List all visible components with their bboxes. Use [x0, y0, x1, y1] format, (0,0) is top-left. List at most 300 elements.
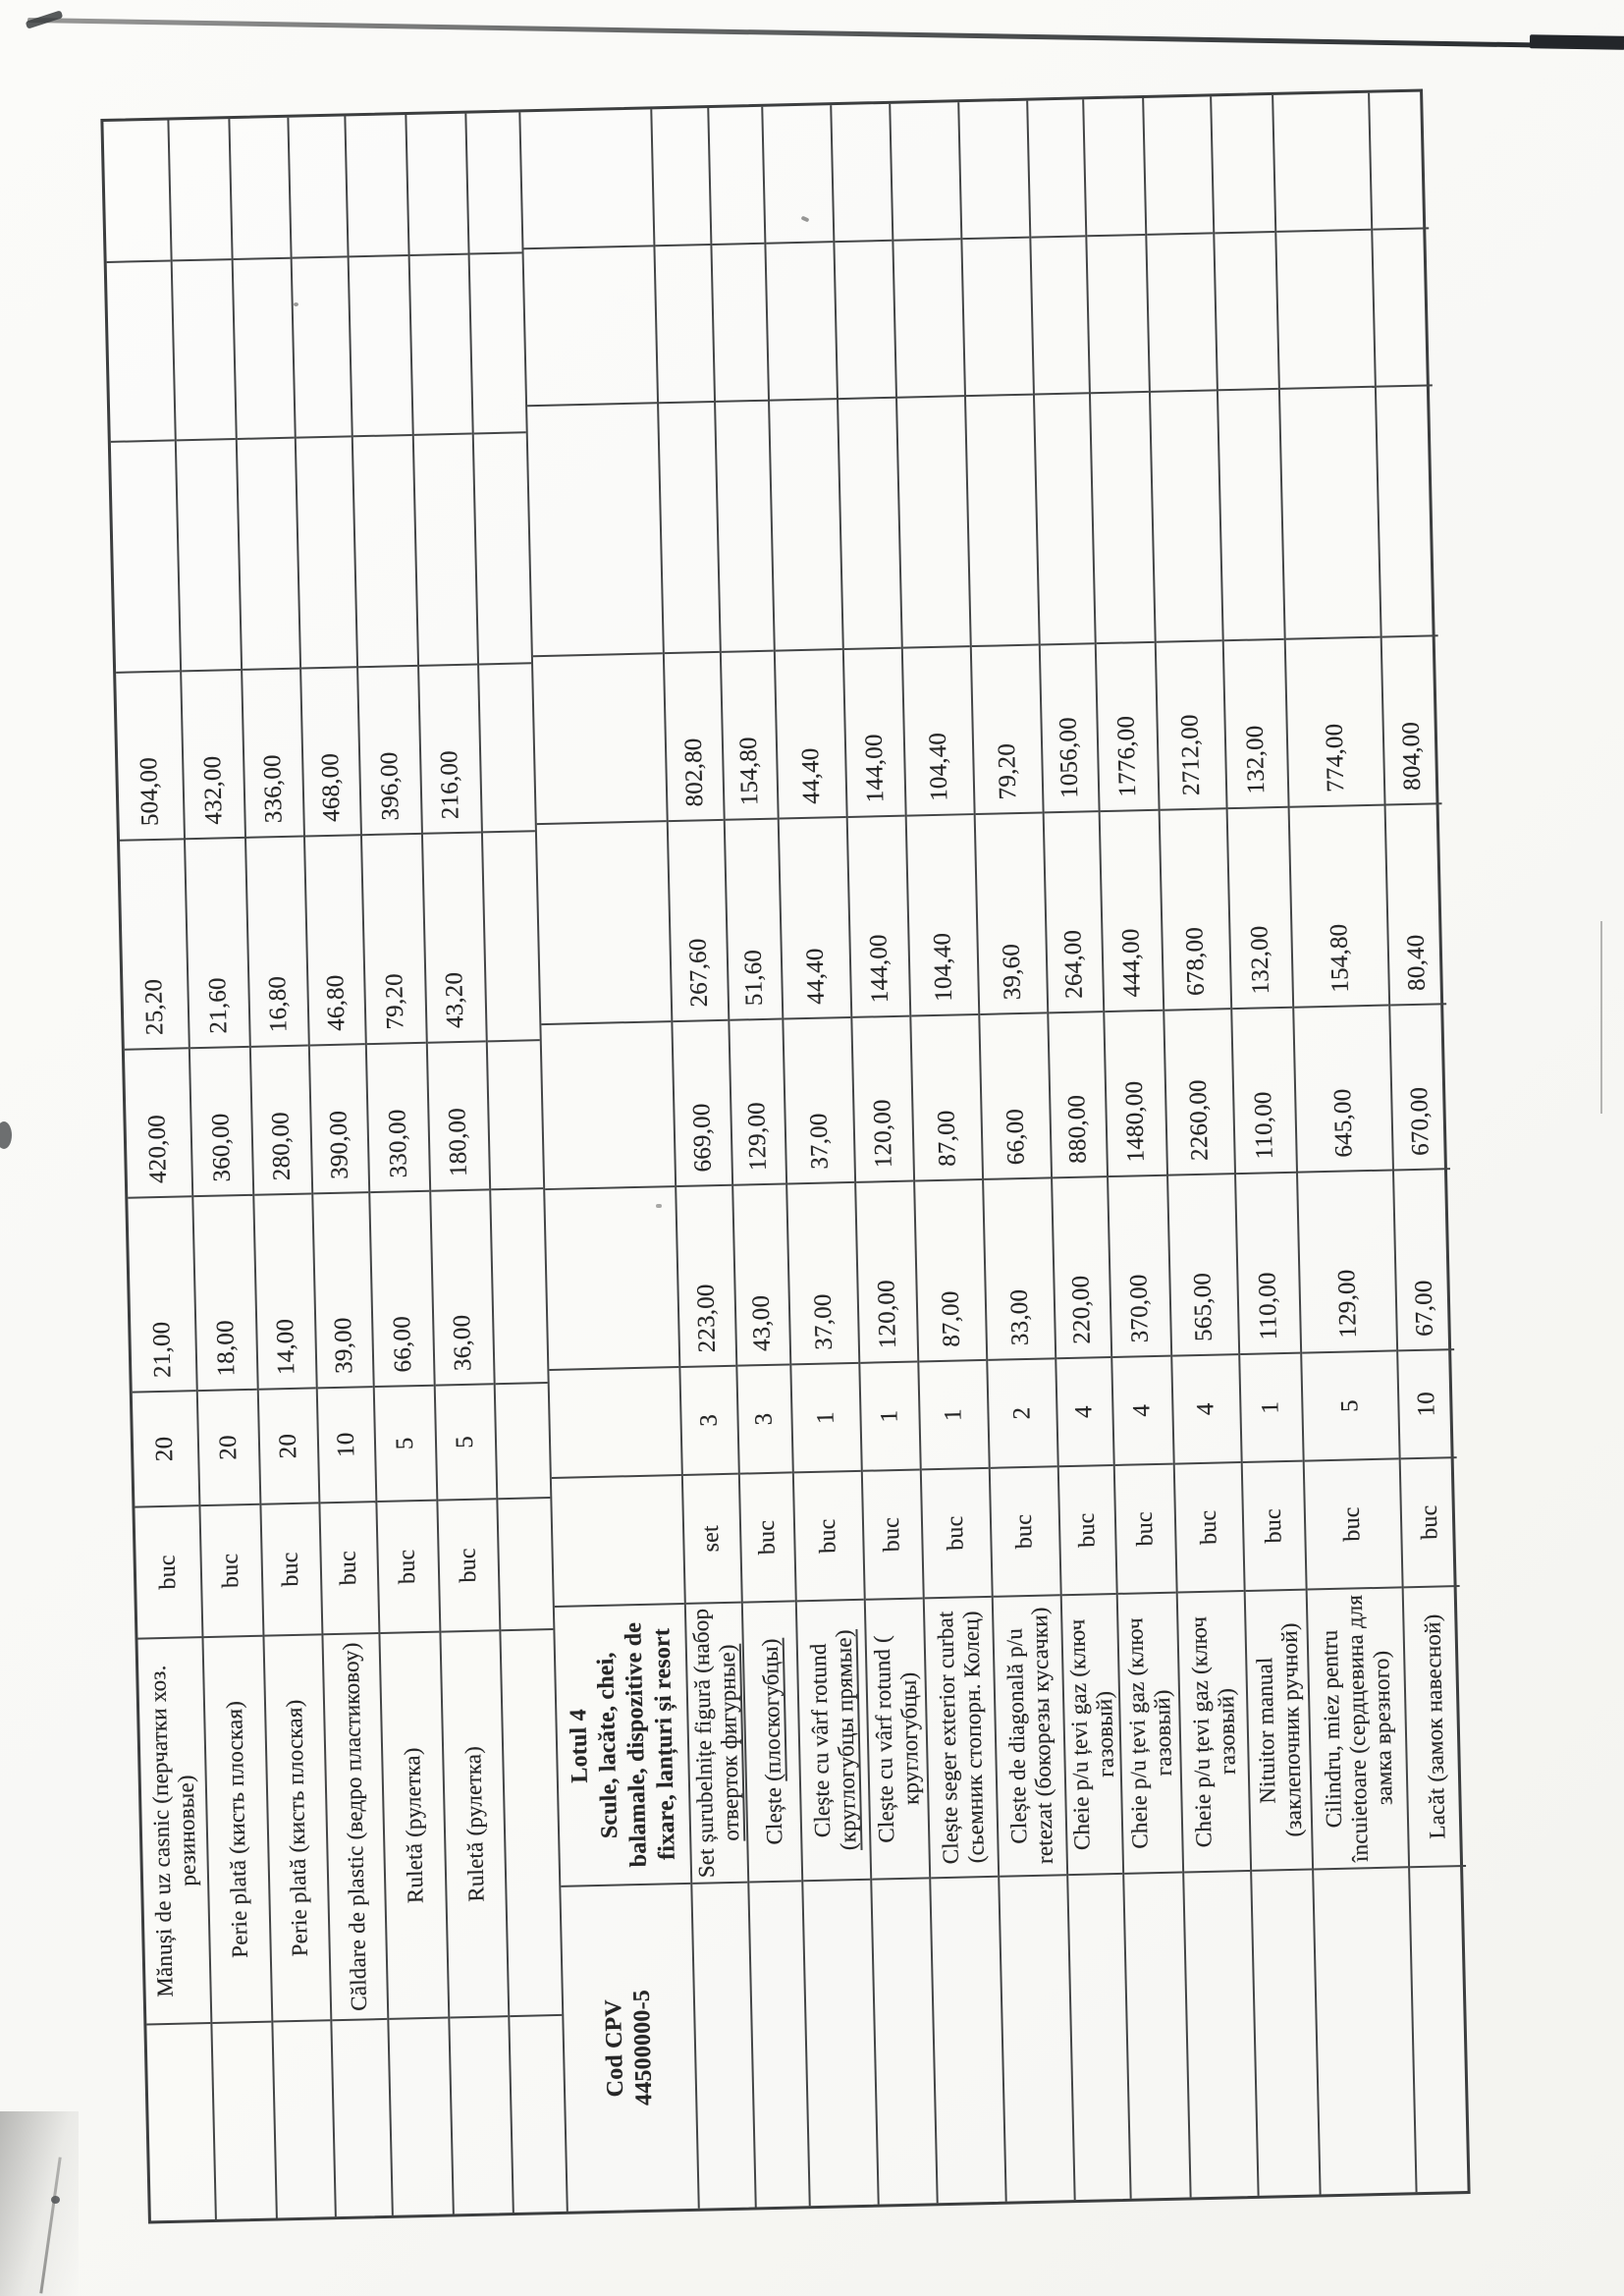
table-row-p1-cell: [984, 1178, 1055, 1360]
item-name: Cheie p/u țevi gaz (ключ газовый): [1063, 1618, 1118, 1851]
item-name: Ruletă (рулетка): [460, 1745, 489, 1903]
quantity: 5: [452, 1435, 479, 1449]
unit-price-vat: 25,20: [140, 978, 169, 1036]
table-row-e1-cell: [652, 102, 710, 246]
unit-of-measure: buc: [335, 1550, 362, 1586]
table-row-e1-cell: [1370, 85, 1429, 230]
quantity: 20: [151, 1436, 179, 1462]
table-row-e2-cell: [410, 255, 472, 436]
table-row-e2-cell: [712, 245, 768, 403]
quantity: 2: [1008, 1406, 1036, 1420]
total-amount: 87,00: [933, 1110, 961, 1168]
empty-row-qty-cell: [496, 1384, 551, 1500]
table-row-e1-cell: [1212, 89, 1274, 234]
table-row-qty-cell: [318, 1388, 376, 1503]
table-row-name-cell: [925, 1598, 998, 1879]
cpv-code: [598, 1886, 662, 2211]
table-row-e1-cell: [709, 101, 764, 246]
table-row-unit-cell: [1115, 1465, 1176, 1595]
unit-price-vat: 678,00: [1181, 926, 1211, 997]
table-row-unit-cell: [320, 1503, 378, 1635]
table-row-p2-cell: [423, 833, 486, 1043]
unit-of-measure: buc: [1131, 1510, 1159, 1547]
table-row-t1-cell: [852, 1017, 913, 1183]
item-name: Clește (плоскогубцы): [757, 1638, 786, 1845]
table-row-t1-cell: [1049, 1012, 1107, 1178]
table-row-p2-cell: [1161, 809, 1231, 1011]
table-row-e1-cell: [346, 109, 407, 257]
table-row-e1-cell: [289, 110, 347, 258]
table-row-cpv-cell: [1000, 1876, 1073, 2201]
table-row-unit-cell: [863, 1470, 923, 1600]
table-row-qty-cell: [133, 1392, 199, 1507]
empty-row-e3-cell: [474, 433, 531, 665]
unit-of-measure: buc: [394, 1549, 421, 1585]
unit-price: 37,00: [809, 1293, 838, 1350]
table-row-unit-cell: [922, 1469, 992, 1600]
unit-price: 66,00: [388, 1315, 417, 1373]
scan-edge-corner-mark: [1530, 34, 1624, 50]
table-row-t1-cell: [784, 1018, 854, 1184]
table-row-p1-cell: [677, 1186, 735, 1368]
total-amount: 880,00: [1063, 1094, 1093, 1165]
unit-price-vat: 132,00: [1246, 925, 1275, 995]
total-amount: 129,00: [743, 1101, 773, 1172]
table-row-cpv-cell: [749, 1882, 808, 2207]
unit-of-measure: buc: [943, 1515, 970, 1552]
unit-price-vat: 16,80: [264, 975, 293, 1033]
table-row-name-cell: [137, 1638, 210, 2025]
table-row-e2-cell: [1087, 236, 1149, 394]
table-row-e2-cell: [1147, 234, 1217, 392]
unit-of-measure: set: [698, 1524, 726, 1553]
quantity: 1: [812, 1410, 839, 1425]
total-amount-vat: 216,00: [436, 749, 464, 820]
table-row-p1-cell: [193, 1196, 256, 1392]
total-amount-vat: 504,00: [135, 756, 165, 827]
scan-edge-line: [27, 18, 1624, 49]
item-name: Clește cu vârf rotund ( круглогубцы): [869, 1634, 924, 1843]
unit-price: 87,00: [937, 1290, 965, 1348]
table-row-qty-cell: [860, 1363, 919, 1472]
table-row-p2-cell: [726, 820, 783, 1021]
table-row-qty-cell: [1240, 1354, 1302, 1463]
table-row-t2-cell: [116, 672, 184, 841]
unit-price: 36,00: [449, 1314, 477, 1372]
unit-price: 67,00: [1410, 1280, 1439, 1338]
rotated-table-container: [100, 88, 1470, 2223]
total-amount: 645,00: [1328, 1088, 1358, 1158]
table-row-t1-cell: [1390, 1005, 1450, 1171]
table-row-t1-cell: [730, 1020, 785, 1186]
table-row-t2-cell: [722, 652, 778, 821]
table-row-t2-cell: [358, 667, 421, 836]
table-row-p2-cell: [1101, 811, 1164, 1012]
empty-row-p1-cell: [491, 1189, 547, 1385]
empty-row-name-cell: [501, 1630, 562, 2017]
table-row-e3-cell: [238, 439, 299, 671]
item-name: Perie plată (кисть плоская): [281, 1699, 312, 1957]
table-row-t1-cell: [310, 1045, 368, 1194]
table-row-p2-cell: [246, 838, 308, 1048]
table-row-p1-cell: [1109, 1176, 1170, 1358]
unit-of-measure: buc: [455, 1548, 482, 1583]
unit-price-vat: 43,20: [441, 971, 469, 1029]
table-row-p1-cell: [787, 1183, 858, 1365]
total-amount: 2260,00: [1185, 1078, 1215, 1162]
table-row-p2-cell: [120, 840, 189, 1050]
table-row-e2-cell: [766, 243, 837, 402]
unit-price-vat: 46,80: [322, 974, 351, 1032]
table-row-unit-cell: [261, 1503, 321, 1636]
table-row-unit-cell: [683, 1475, 741, 1605]
table-row-p1-cell: [915, 1180, 986, 1362]
table-row-e3-cell: [966, 396, 1039, 647]
table-row-t2-cell: [844, 649, 905, 818]
table-row-p2-cell: [1386, 804, 1447, 1006]
table-row-p2-cell: [907, 815, 979, 1016]
table-row-e3-cell: [414, 435, 477, 667]
item-name: Perie plată (кисть плоская): [221, 1700, 252, 1959]
empty-row-cpv-cell: [510, 2016, 567, 2213]
table-row-e1-cell: [832, 98, 892, 243]
table-row-cpv-cell: [1068, 1875, 1129, 2200]
table-row-name-cell: [441, 1631, 508, 2018]
unit-price-vat: 154,80: [1326, 923, 1354, 993]
table-row-unit-cell: [794, 1472, 864, 1603]
underlined-name-part: (плоскогубцы): [757, 1638, 785, 1782]
table-row-qty-cell: [375, 1387, 437, 1503]
unit-price: 129,00: [1333, 1269, 1362, 1339]
total-amount: 37,00: [805, 1113, 834, 1171]
table-row-e3-cell: [839, 399, 901, 650]
table-row-p2-cell: [780, 818, 851, 1019]
table-row-t2-cell: [972, 646, 1043, 815]
unit-of-measure: buc: [217, 1553, 244, 1589]
item-name: Clește de diagonală p/u retezat (бокорезы кусачки): [1001, 1607, 1057, 1865]
table-row-cpv-cell: [273, 2021, 334, 2217]
underlined-name-part: (круглогубцы прямые): [831, 1629, 861, 1851]
price-offer-table: [100, 88, 1470, 2223]
table-row-name-cell: [1118, 1594, 1182, 1875]
total-amount: 110,00: [1250, 1091, 1279, 1160]
table-row-t2-cell: [903, 647, 974, 816]
table-row-t1-cell: [1294, 1007, 1392, 1174]
unit-price-vat: 144,00: [865, 934, 893, 1004]
quantity: 4: [1070, 1405, 1098, 1419]
quantity: 1: [876, 1409, 903, 1423]
item-name: Cilindru, miez pentru încuietoare (сердцевина для замка врезного): [1317, 1594, 1397, 1863]
table-row-unit-cell: [740, 1473, 795, 1603]
table-row-name-cell: [994, 1596, 1066, 1877]
quantity: 20: [214, 1434, 243, 1460]
table-row-p2-cell: [362, 835, 426, 1045]
item-name: Cheie p/u țevi gaz (ключ газовый): [1185, 1615, 1240, 1848]
unit-price: 39,00: [329, 1317, 358, 1375]
item-name: Cheie p/u țevi gaz (ключ газовый): [1121, 1617, 1176, 1850]
unit-price: 120,00: [873, 1279, 901, 1349]
table-row-t2-cell: [1157, 641, 1226, 810]
unit-of-measure: buc: [753, 1519, 781, 1556]
table-row-qty-cell: [1056, 1358, 1112, 1467]
unit-of-measure: buc: [815, 1518, 842, 1555]
table-row-t2-cell: [301, 668, 360, 837]
quantity: 20: [274, 1433, 302, 1459]
table-row-cpv-cell: [389, 2019, 452, 2215]
quantity: 5: [391, 1437, 419, 1450]
table-row-cpv-cell: [1410, 1867, 1473, 2192]
table-row-name-cell: [797, 1601, 870, 1882]
table-row-t1-cell: [673, 1021, 731, 1187]
unit-price: 565,00: [1189, 1272, 1218, 1342]
table-row-p1-cell: [1053, 1177, 1110, 1359]
quantity: 4: [1192, 1402, 1219, 1416]
scan-shadow-bottom-left: [0, 2111, 79, 2296]
table-row-e2-cell: [962, 239, 1033, 398]
table-row-unit-cell: [377, 1502, 439, 1634]
total-amount: 180,00: [444, 1107, 473, 1177]
unit-price-vat: 21,60: [204, 977, 233, 1034]
table-row-e3-cell: [111, 441, 180, 673]
table-row-t1-cell: [980, 1013, 1051, 1179]
scan-mark-bottom-left-dot: [51, 2196, 60, 2204]
table-row-t1-cell: [251, 1047, 311, 1196]
table-row-name-cell: [380, 1633, 448, 2020]
table-row-cpv-cell: [146, 2024, 214, 2220]
total-amount: 66,00: [1001, 1108, 1030, 1166]
table-row-e3-cell: [353, 436, 417, 668]
total-amount-vat: 432,00: [198, 755, 228, 825]
lot4-header-row-p2-cell: [537, 822, 672, 1025]
table-row-e2-cell: [173, 260, 236, 441]
quantity: 10: [332, 1432, 360, 1458]
table-row-unit-cell: [1175, 1463, 1244, 1593]
table-row-cpv-cell: [450, 2017, 512, 2214]
table-row-cpv-cell: [1314, 1868, 1415, 2194]
lot4-header-row-t2-cell: [533, 654, 667, 825]
unit-price: 223,00: [692, 1284, 721, 1353]
table-row-name-cell: [686, 1604, 747, 1885]
table-row-e3-cell: [177, 440, 241, 672]
total-amount: 420,00: [143, 1114, 173, 1184]
total-amount-vat: 802,80: [679, 738, 709, 807]
table-row-qty-cell: [680, 1367, 737, 1476]
item-name: Set șurubelnițe figură (набор отверток фигурные): [687, 1608, 744, 1879]
total-amount-vat: 774,00: [1321, 723, 1350, 793]
item-name: Lacăt (замок навесной): [1419, 1613, 1449, 1839]
table-row-e3-cell: [1091, 393, 1155, 644]
empty-row-t1-cell: [488, 1041, 543, 1190]
table-row-e3-cell: [1377, 386, 1438, 637]
table-row-e3-cell: [297, 437, 356, 669]
table-row-unit-cell: [135, 1506, 201, 1639]
table-row-p1-cell: [1298, 1171, 1396, 1353]
table-row-qty-cell: [919, 1361, 988, 1471]
table-row-p1-cell: [1236, 1174, 1300, 1355]
table-row-cpv-cell: [1184, 1872, 1257, 2197]
table-row-cpv-cell: [803, 1881, 877, 2206]
table-row-qty-cell: [1302, 1351, 1398, 1461]
table-row-e1-cell: [169, 113, 231, 261]
table-row-e2-cell: [893, 240, 964, 399]
lot4-header-row-t1-cell: [541, 1022, 675, 1190]
table-row-e2-cell: [1031, 237, 1089, 395]
table-row-e1-cell: [103, 115, 170, 263]
table-row-t1-cell: [367, 1044, 429, 1193]
table-row-p1-cell: [1394, 1170, 1454, 1351]
table-row-p1-cell: [254, 1194, 315, 1390]
table-row-qty-cell: [1398, 1350, 1456, 1459]
quantity: 5: [1336, 1398, 1364, 1413]
table-row-qty-cell: [1112, 1357, 1172, 1466]
table-row-name-cell: [743, 1602, 801, 1883]
item-name: Mănuși de uz casnic (перчатки хоз. резиновые): [144, 1665, 200, 1997]
table-row-qty-cell: [791, 1364, 860, 1474]
unit-price-vat: 79,20: [381, 972, 409, 1030]
table-row-e2-cell: [350, 256, 412, 437]
table-row-unit-cell: [438, 1500, 499, 1632]
table-row-e3-cell: [770, 400, 842, 651]
empty-row-e2-cell: [470, 253, 526, 434]
table-row-unit-cell: [1401, 1458, 1460, 1588]
table-row-t2-cell: [1224, 640, 1288, 809]
total-amount: 390,00: [325, 1110, 353, 1180]
table-row-qty-cell: [1172, 1355, 1240, 1464]
table-row-p2-cell: [848, 817, 910, 1018]
unit-price: 370,00: [1125, 1274, 1155, 1343]
item-name: Nituitor manual (заклепочник ручной): [1251, 1622, 1306, 1837]
lot-title-line1: Lotul 4: [566, 1708, 594, 1783]
table-row-cpv-cell: [692, 1884, 754, 2209]
total-amount-vat: 154,80: [735, 736, 764, 806]
quantity: 1: [940, 1408, 967, 1422]
empty-row-unit-cell: [498, 1499, 553, 1631]
table-row-t1-cell: [911, 1015, 982, 1181]
table-row-e1-cell: [230, 112, 290, 260]
total-amount-vat: 144,00: [860, 734, 890, 803]
table-row-e3-cell: [659, 403, 720, 654]
table-row-t2-cell: [1041, 644, 1099, 813]
table-row-cpv-cell: [1252, 1871, 1319, 2196]
table-row-e2-cell: [655, 246, 714, 404]
table-row-e2-cell: [835, 242, 895, 400]
table-row-p2-cell: [976, 813, 1048, 1014]
table-row-e1-cell: [959, 95, 1029, 241]
scan-mark-left-edge: [0, 1121, 12, 1149]
item-name: Ruletă (рулетка): [400, 1747, 428, 1904]
table-row-e2-cell: [107, 261, 175, 442]
total-amount-vat: 2712,00: [1176, 714, 1206, 796]
table-row-name-cell: [1062, 1595, 1122, 1876]
unit-price: 14,00: [271, 1318, 300, 1376]
unit-price: 33,00: [1005, 1288, 1034, 1346]
table-row-e1-cell: [1028, 93, 1085, 238]
table-row-p2-cell: [1045, 812, 1104, 1013]
total-amount-vat: 104,40: [924, 732, 953, 802]
lot4-header-row-e2-cell: [523, 246, 657, 407]
unit-price-vat: 80,40: [1402, 934, 1432, 992]
cpv-line1: Cod CPV: [601, 1998, 629, 2098]
total-amount-vat: 336,00: [258, 753, 288, 824]
table-row-p1-cell: [1168, 1175, 1238, 1356]
table-row-t2-cell: [182, 671, 244, 840]
lot4-header-row-e3-cell: [527, 404, 663, 657]
quantity: 4: [1128, 1403, 1156, 1417]
table-row-t2-cell: [665, 653, 724, 822]
unit-price: 18,00: [212, 1319, 241, 1377]
total-amount-vat: 132,00: [1242, 725, 1271, 794]
table-row-qty-cell: [198, 1391, 260, 1506]
quantity: 1: [1257, 1400, 1284, 1415]
table-row-e3-cell: [716, 402, 774, 653]
unit-of-measure: buc: [154, 1554, 182, 1590]
unit-of-measure: buc: [1073, 1512, 1101, 1549]
table-row-e3-cell: [1151, 391, 1222, 642]
table-row-p2-cell: [186, 839, 249, 1049]
table-row-t2-cell: [776, 650, 846, 819]
table-row-t2-cell: [1382, 636, 1442, 805]
total-amount: 1480,00: [1121, 1080, 1151, 1163]
item-name: Căldare de plastic (ведро пластиковоу): [338, 1642, 372, 2012]
total-amount-vat: 396,00: [375, 751, 405, 821]
table-row-p2-cell: [1290, 806, 1389, 1009]
unit-of-measure: buc: [1260, 1507, 1287, 1544]
table-row-e1-cell: [763, 99, 833, 245]
total-amount: 330,00: [384, 1109, 412, 1178]
empty-row-e1-cell: [466, 106, 521, 254]
unit-price: 110,00: [1254, 1272, 1283, 1340]
lot4-header-row-name-cell: [555, 1605, 690, 1887]
total-amount-vat: 44,40: [796, 747, 826, 805]
table-row-t2-cell: [1097, 643, 1159, 812]
lot4-header-row-p1-cell: [545, 1187, 678, 1371]
table-row-name-cell: [1404, 1587, 1466, 1868]
table-row-e3-cell: [1280, 388, 1380, 640]
lot-title-rest: Scule, lacăte, chei, balamale, dispozitive de fixare, lanțuri și resort: [593, 1621, 680, 1868]
table-row-name-cell: [264, 1635, 330, 2022]
table-row-p1-cell: [313, 1193, 372, 1389]
table-row-e2-cell: [1215, 233, 1278, 391]
lot4-header-row-unit-cell: [552, 1476, 684, 1608]
table-row-p1-cell: [733, 1185, 789, 1367]
table-row-t2-cell: [243, 670, 303, 839]
table-row-e2-cell: [234, 259, 295, 440]
table-row-unit-cell: [1243, 1462, 1306, 1592]
total-amount: 120,00: [869, 1098, 897, 1169]
lot4-header-row-e1-cell: [520, 103, 653, 249]
table-row-p1-cell: [856, 1182, 917, 1364]
unit-of-measure: buc: [1011, 1513, 1039, 1550]
table-row-t1-cell: [1164, 1010, 1234, 1175]
table-row-cpv-cell: [212, 2023, 275, 2219]
table-row-e1-cell: [1273, 87, 1371, 233]
table-row-e3-cell: [897, 397, 970, 648]
table-row-e1-cell: [891, 96, 960, 242]
underlined-name-part: отверток фигурные): [714, 1643, 744, 1841]
scan-edge-right-line: [1600, 921, 1602, 1114]
table-row-e1-cell: [406, 108, 467, 256]
table-row-qty-cell: [988, 1359, 1056, 1469]
table-row-p1-cell: [128, 1197, 195, 1393]
unit-of-measure: buc: [1195, 1509, 1222, 1546]
unit-price-vat: 444,00: [1117, 928, 1147, 998]
unit-price: 21,00: [148, 1321, 177, 1379]
table-row-cpv-cell: [332, 2020, 392, 2216]
unit-of-measure: buc: [1339, 1506, 1366, 1542]
unit-of-measure: buc: [1416, 1504, 1443, 1541]
cpv-line2: 44500000-5: [628, 1989, 658, 2106]
table-row-p2-cell: [669, 821, 729, 1022]
